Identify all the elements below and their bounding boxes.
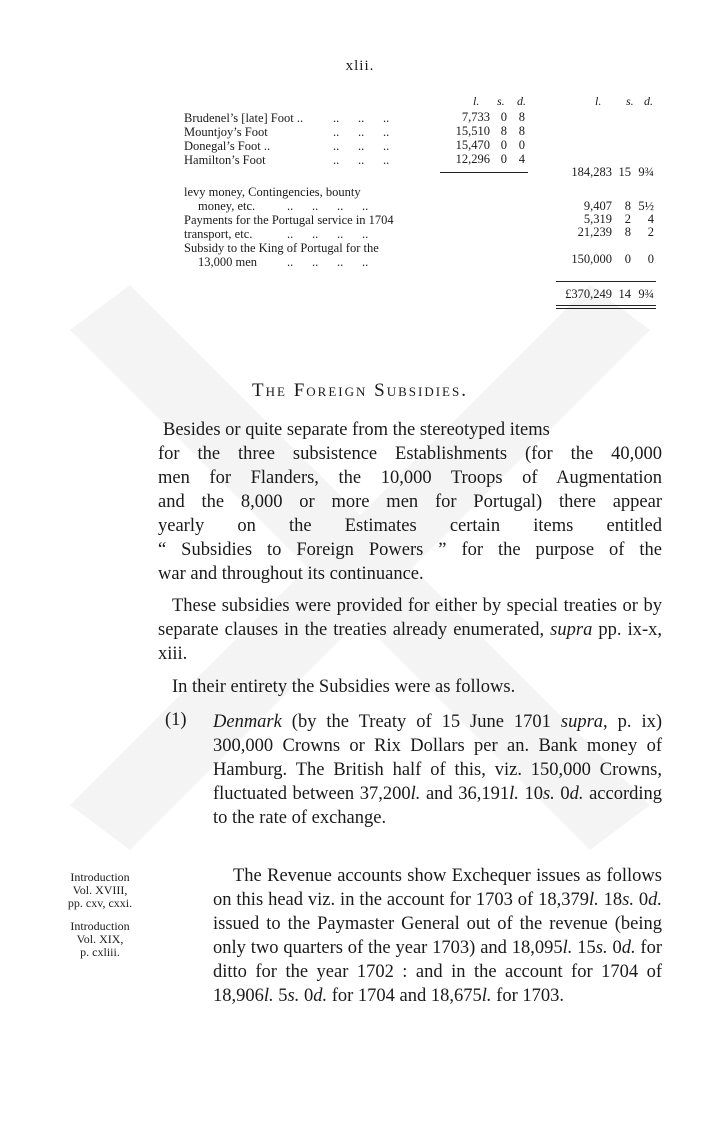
grand-total-l: £370,249 (565, 287, 612, 301)
col-head-d-right: d. (644, 94, 653, 108)
paragraph-line: war and throughout its continuance. (158, 564, 424, 584)
item-text-part: 10 (518, 784, 543, 804)
leader-dots: .. .. .. .. (287, 199, 369, 213)
item-text-part: and 36,191 (420, 784, 510, 804)
amount-l: 12,296 (455, 152, 490, 166)
revenue-text-part: 0 (607, 938, 622, 958)
supra-italic: supra (550, 620, 593, 640)
amount-s: 8 (624, 225, 631, 239)
revenue-text-part: 15 (572, 938, 596, 958)
subtotal-d: 9¾ (638, 165, 654, 179)
amount-d: 2 (647, 225, 654, 239)
amount-l: 9,407 (583, 199, 612, 213)
leader-dots: .. .. .. .. (287, 227, 369, 241)
margin-note-line: p. cxliii. (80, 945, 120, 959)
amount-l: 21,239 (577, 225, 612, 239)
amount-s: 8 (500, 124, 507, 138)
unit-shillings: s. (622, 890, 634, 910)
item-number: (1) (165, 710, 187, 730)
revenue-text-part: for 1703. (491, 986, 564, 1006)
leader-dots: .. .. .. .. (287, 255, 369, 269)
col-head-s-right: s. (626, 94, 634, 108)
amount-l: 15,510 (455, 124, 490, 138)
leader-dots: .. .. .. (333, 111, 390, 125)
margin-note-line: Vol. XIX, (76, 932, 124, 946)
margin-note-line: Introduction (70, 919, 130, 933)
row-label: transport, etc. (184, 227, 253, 241)
item-text (213, 710, 662, 830)
amount-l: 150,000 (571, 252, 612, 266)
amount-s: 2 (624, 212, 631, 226)
amount-s: 0 (624, 252, 631, 266)
paragraph-line: and the 8,000 or more men for Portugal) there appear (158, 492, 662, 512)
country-name: Denmark (213, 712, 282, 732)
margin-note-line: pp. cxv, cxxi. (67, 896, 133, 910)
paragraph-3: In their entirety the Subsidies were as follows. (172, 677, 516, 697)
unit-pounds: l. (588, 890, 599, 910)
amount-s: 8 (624, 199, 631, 213)
row-label: Payments for the Portugal service in 1704 (184, 213, 394, 227)
subtotal-l: 184,283 (571, 165, 612, 179)
col-head-s-left: s. (497, 94, 505, 108)
leader-dots: .. .. .. (333, 153, 390, 167)
revenue-text-part: 18 (598, 890, 623, 910)
subtotal-s: 15 (618, 165, 631, 179)
item-text-part: (by the Treaty of 15 June 1701 (281, 712, 561, 732)
col-head-d-left: d. (517, 94, 526, 108)
amount-s: 0 (500, 110, 507, 124)
grand-total-d: 9¾ (638, 287, 654, 301)
total-rule-bottom-2 (556, 308, 656, 309)
unit-pence: d. (648, 890, 663, 910)
unit-pounds: l. (410, 784, 421, 804)
leader-dots: .. .. .. (333, 125, 390, 139)
unit-pence: d. (621, 938, 636, 958)
section-title: The Foreign Subsidies. (252, 380, 468, 401)
unit-pence: d. (313, 986, 328, 1006)
row-label: Donegal’s Foot .. (184, 139, 271, 153)
revenue-text-part: 0 (633, 890, 649, 910)
page-number: xlii. (345, 58, 375, 74)
row-label: Mountjoy’s Foot (184, 125, 268, 139)
amount-l: 5,319 (583, 212, 612, 226)
amount-d: 8 (518, 110, 525, 124)
margin-note-line: Vol. XVIII, (72, 883, 128, 897)
amount-d: 0 (518, 138, 525, 152)
unit-shillings: s. (542, 784, 555, 804)
unit-pounds: l. (509, 784, 519, 804)
row-label: Hamilton’s Foot (184, 153, 266, 167)
margin-note (56, 920, 144, 959)
col-head-l-right: l. (595, 94, 602, 108)
paragraph-2 (158, 594, 662, 666)
leader-dots: .. .. .. (333, 139, 390, 153)
subtotal-rule (440, 172, 528, 173)
revenue-text-part: issued to the Paymaster General out of the revenue (being only two quarters of the year 1703) and 18,095 (213, 914, 662, 958)
revenue-text-part: 0 (299, 986, 314, 1006)
amount-l: 7,733 (461, 110, 490, 124)
amount-d: 5½ (638, 199, 654, 213)
paragraph-line: for the three subsistence Establishments (for the 40,000 (158, 444, 662, 464)
paragraph-2-text: These subsidies were provided for either by special treaties or by separate clauses in the treaties already enumerated, (158, 596, 662, 640)
amount-s: 0 (500, 138, 507, 152)
paragraph-line: men for Flanders, the 10,000 Troops of Augmentation (158, 468, 662, 488)
revenue-text-part: for ditto for the year 1702 : and in the account for 1704 of 18,906 (213, 938, 663, 1006)
amount-d: 8 (518, 124, 525, 138)
amount-d: 4 (518, 152, 525, 166)
row-label: Subsidy to the King of Portugal for the (184, 241, 379, 255)
amount-l: 15,470 (455, 138, 490, 152)
supra-italic: supra (560, 712, 604, 732)
row-label: levy money, Contingencies, bounty (184, 185, 361, 199)
revenue-text-part: The Revenue accounts show Exchequer issues as follows on this head viz. in the account for 1703 of 18,379 (213, 866, 662, 910)
paragraph-line: “ Subsidies to Foreign Powers ” for the purpose of the (158, 540, 662, 560)
unit-pounds: l. (263, 986, 274, 1006)
paragraph-line: Besides or quite separate from the stereotyped items (163, 420, 550, 440)
margin-note (56, 871, 144, 910)
item-text-part: , p. ix) 300,000 Crowns or Rix Dollars per an. Bank money of Hamburg. The British half of this, viz. 150,000 Crowns, fluctuated between 37,200 (213, 712, 662, 804)
paragraph-line: yearly on the Estimates certain items entitled (158, 516, 662, 536)
col-head-l-left: l. (473, 94, 480, 108)
amount-d: 4 (647, 212, 654, 226)
paragraph-2-end: pp. ix-x, xiii. (158, 620, 662, 664)
amount-s: 0 (500, 152, 507, 166)
amount-d: 0 (647, 252, 654, 266)
revenue-text-part: for 1704 and 18,675 (327, 986, 482, 1006)
unit-pence: d. (569, 784, 584, 804)
revenue-text-part: 5 (273, 986, 288, 1006)
row-label: Brudenel’s [late] Foot .. (184, 111, 304, 125)
unit-pounds: l. (481, 986, 492, 1006)
margin-note-line: Introduction (70, 870, 130, 884)
row-label-cont: 13,000 men (198, 255, 258, 269)
unit-shillings: s. (287, 986, 300, 1006)
total-rule-top (556, 281, 656, 282)
item-text-part: according to the rate of exchange. (213, 784, 663, 828)
revenue-paragraph (213, 864, 662, 1008)
total-rule-bottom-1 (556, 305, 656, 306)
item-text-part: 0 (554, 784, 570, 804)
unit-shillings: s. (595, 938, 608, 958)
grand-total-s: 14 (618, 287, 631, 301)
unit-pounds: l. (562, 938, 573, 958)
row-label-cont: money, etc. (198, 199, 256, 213)
